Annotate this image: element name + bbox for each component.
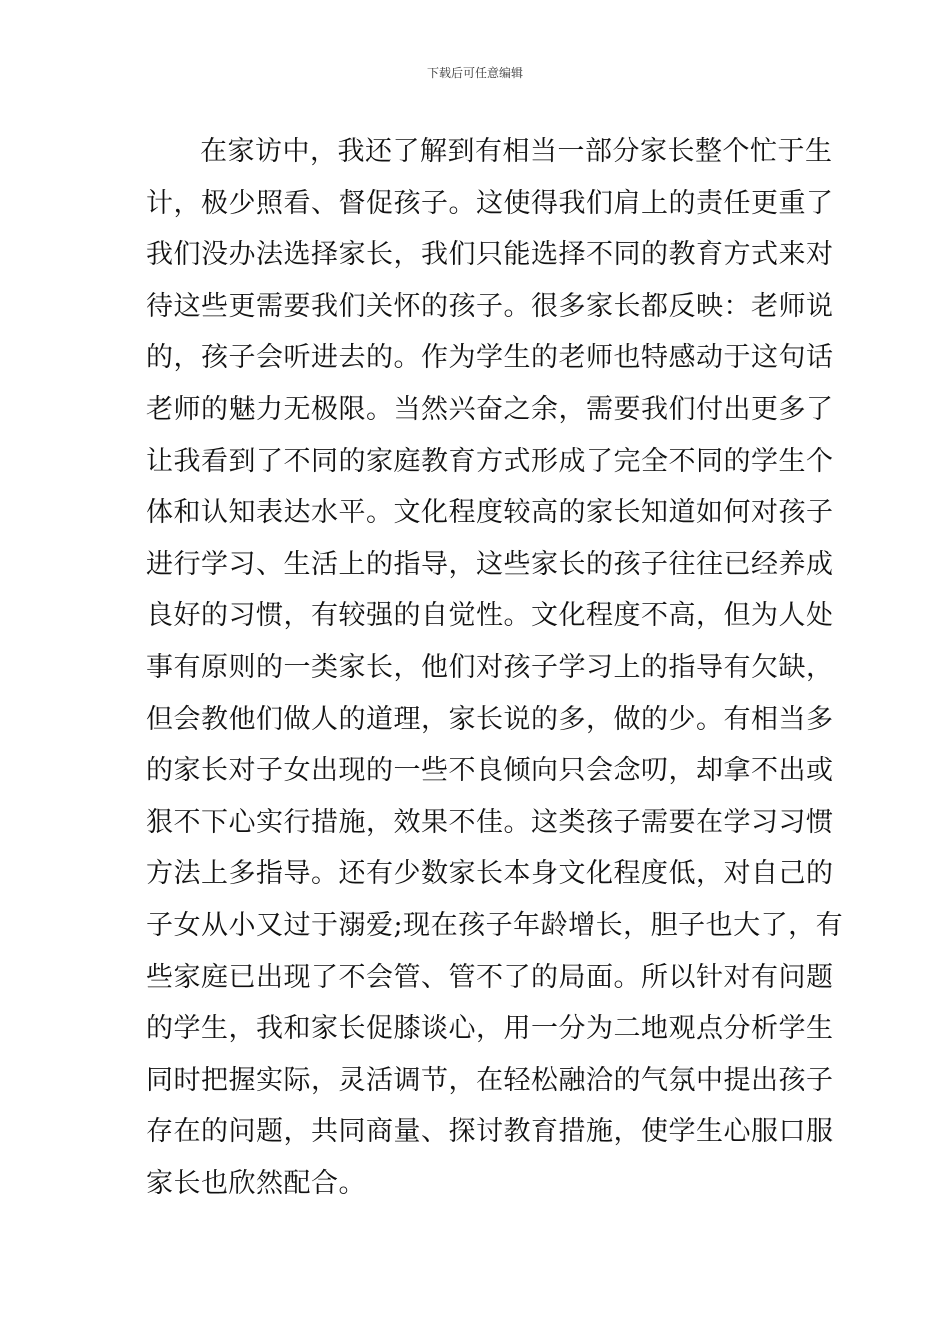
page-header-note: 下载后可任意编辑	[426, 66, 523, 80]
text-line: 狠不下心实行措施，效果不佳。这类孩子需要在学习习惯	[146, 806, 834, 838]
text-line: 子女从小又过于溺爱;现在孩子年龄增长，胆子也大了，有	[146, 909, 844, 941]
text-line: 体和认知表达水平。文化程度较高的家长知道如何对孩子	[146, 497, 834, 529]
text-line: 的学生，我和家长促膝谈心，用一分为二地观点分析学生	[146, 1013, 834, 1045]
text-line: 家长也欣然配合。	[146, 1167, 366, 1199]
text-line: 计，极少照看、督促孩子。这使得我们肩上的责任更重了	[146, 187, 834, 219]
text-line: 事有原则的一类家长，他们对孩子学习上的指导有欠缺，	[146, 651, 834, 683]
text-line: 些家庭已出现了不会管、管不了的局面。所以针对有问题	[146, 961, 834, 993]
text-line: 方法上多指导。还有少数家长本身文化程度低，对自己的	[146, 858, 834, 890]
text-line: 存在的问题，共同商量、探讨教育措施，使学生心服口服	[146, 1116, 834, 1148]
text-line: 让我看到了不同的家庭教育方式形成了完全不同的学生个	[146, 445, 834, 477]
text-line: 进行学习、生活上的指导，这些家长的孩子往往已经养成	[146, 548, 834, 580]
text-line: 同时把握实际，灵活调节，在轻松融洽的气氛中提出孩子	[146, 1064, 834, 1096]
text-line: 在家访中，我还了解到有相当一部分家长整个忙于生	[200, 136, 833, 167]
text-line: 但会教他们做人的道理，家长说的多，做的少。有相当多	[146, 703, 834, 735]
text-line: 老师的魅力无极限。当然兴奋之余，需要我们付出更多了	[146, 393, 834, 425]
text-line: 的，孩子会听进去的。作为学生的老师也特感动于这句话	[146, 342, 834, 374]
text-line: 我们没办法选择家长，我们只能选择不同的教育方式来对	[146, 239, 834, 271]
document-body	[146, 126, 844, 1209]
text-line: 良好的习惯，有较强的自觉性。文化程度不高，但为人处	[146, 600, 834, 632]
text-line: 待这些更需要我们关怀的孩子。很多家长都反映：老师说	[146, 290, 834, 322]
text-line: 的家长对子女出现的一些不良倾向只会念叨，却拿不出或	[146, 755, 834, 787]
